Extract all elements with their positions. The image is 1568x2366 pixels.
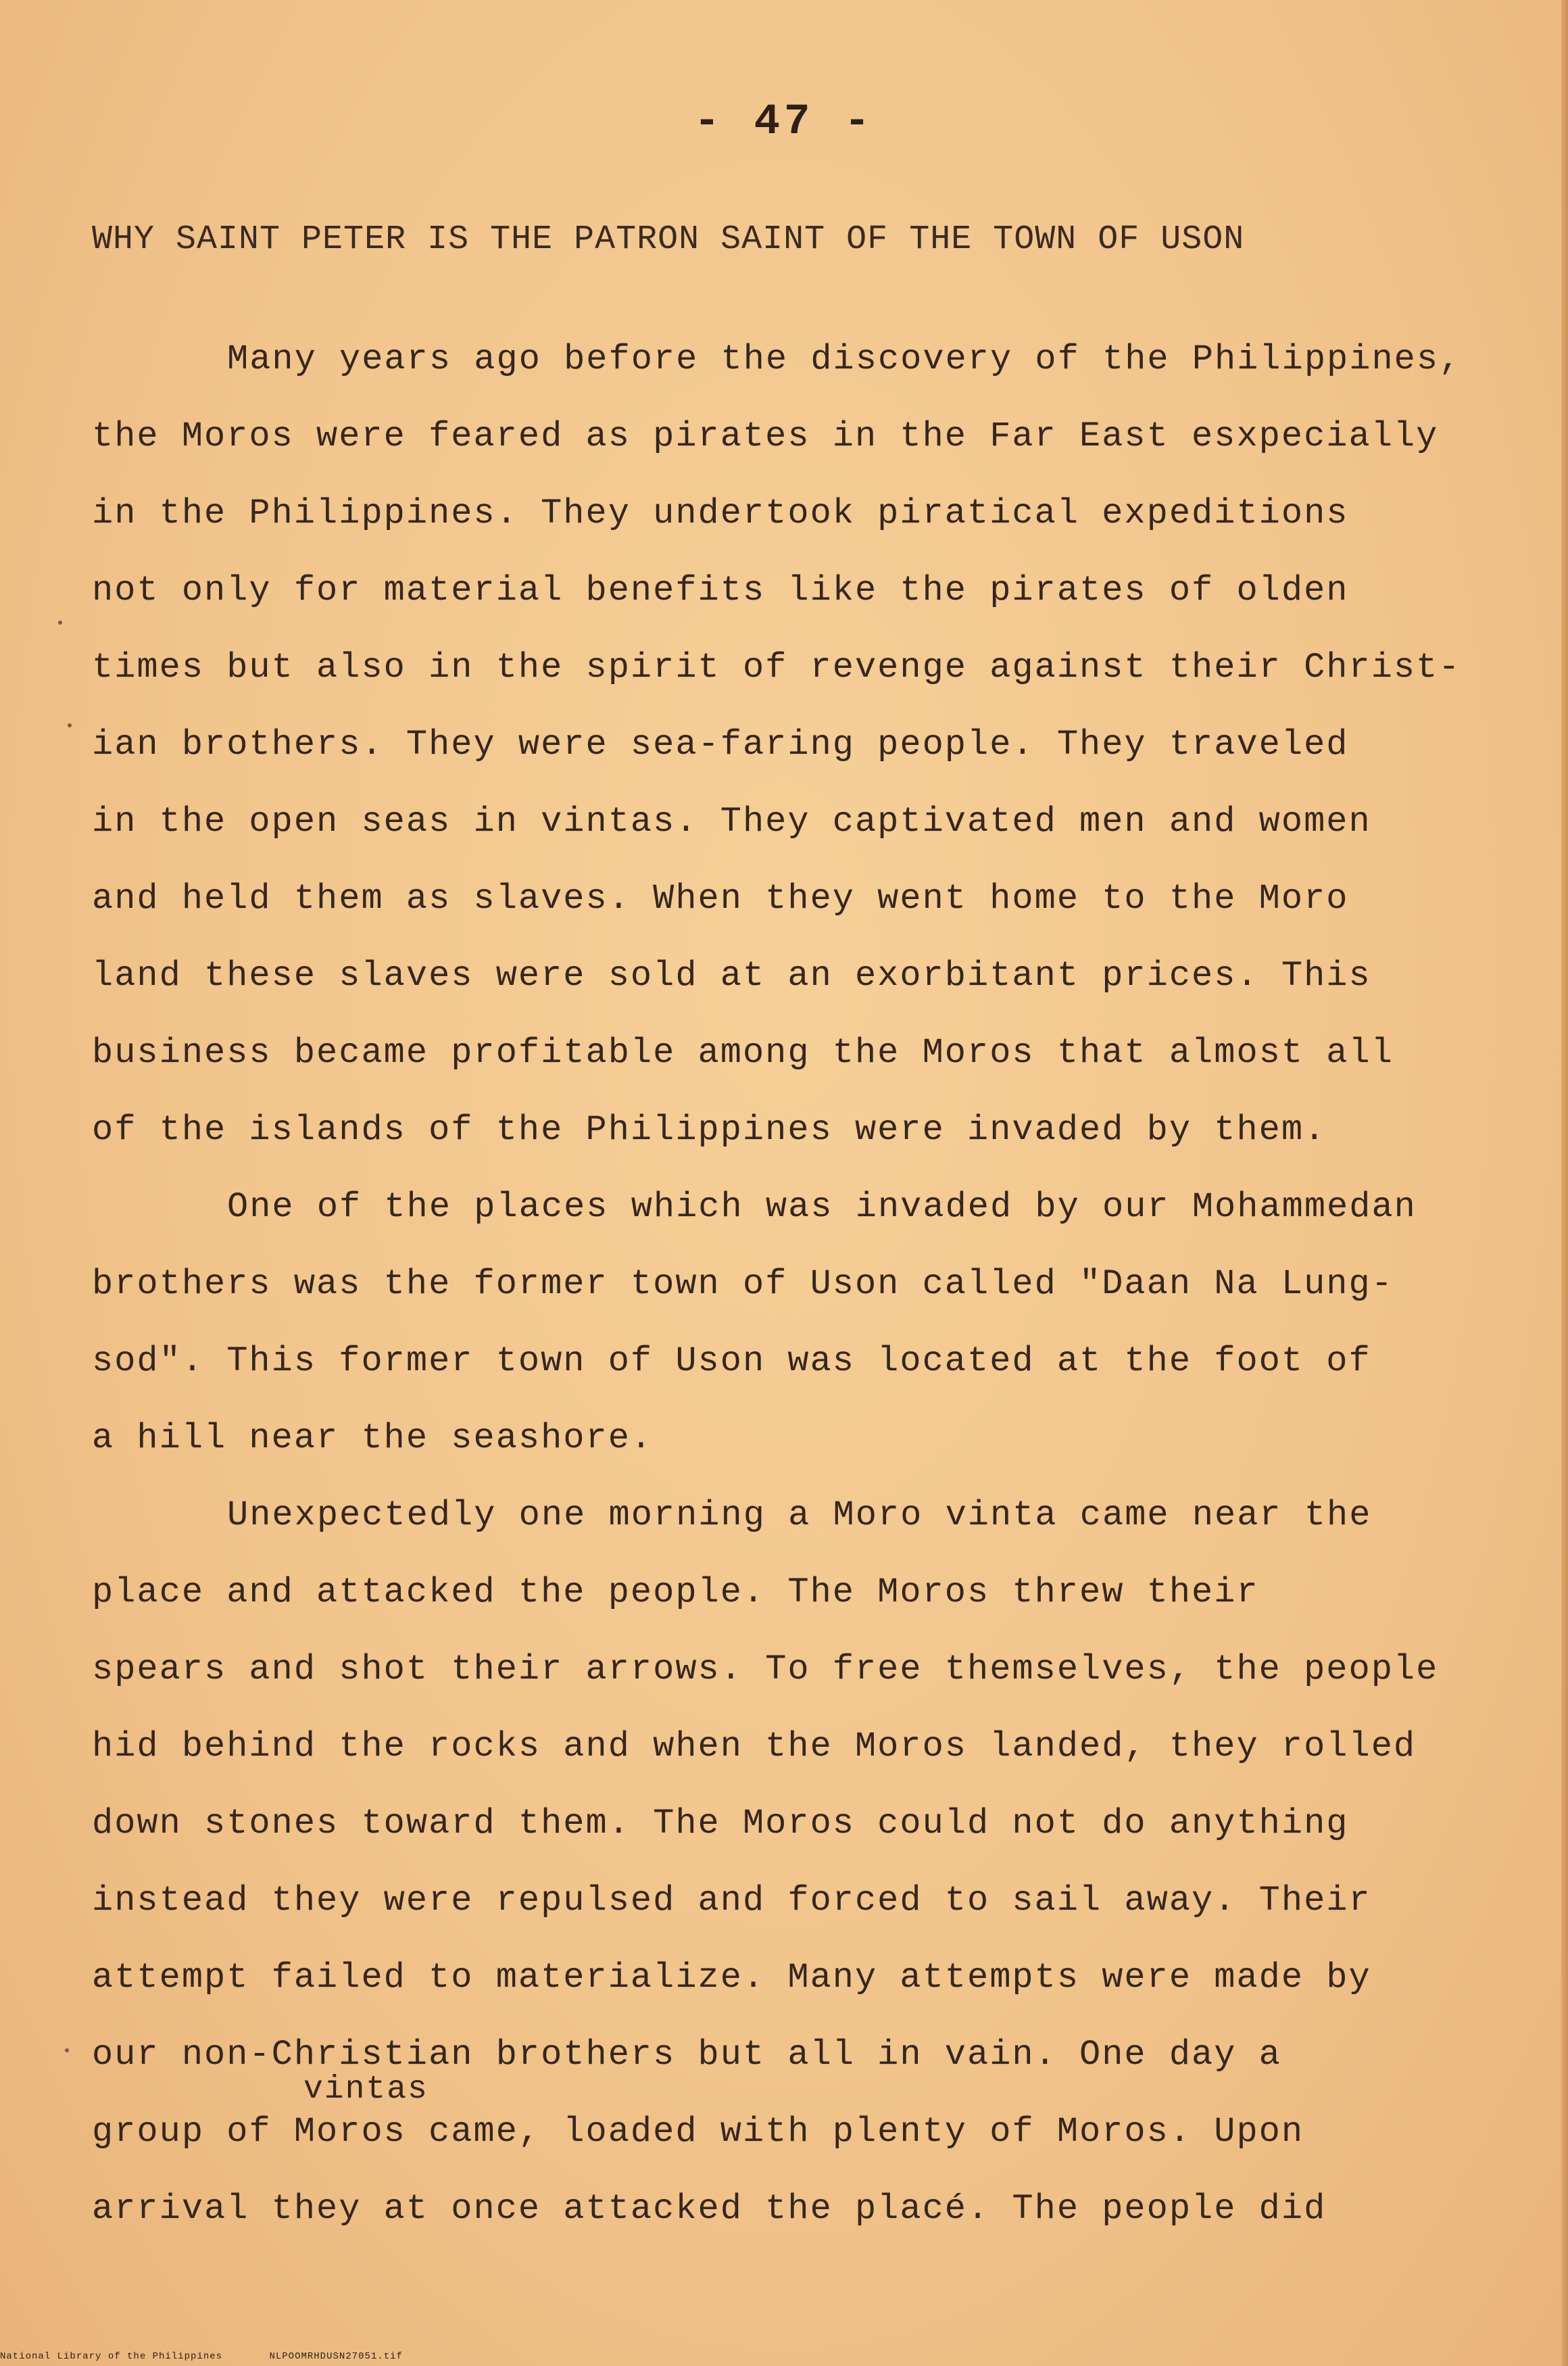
text-line: not only for material benefits like the pirates of olden [92,571,1349,610]
text-line: arrival they at once attacked the placé. The people did [92,2189,1327,2229]
text-line: and held them as slaves. When they went home to the Moro [92,879,1349,919]
text-line: down stones toward them. The Moros could not do anything [92,1804,1349,1843]
footer-library: National Library of the Philippines [0,2351,223,2362]
text-line: ian brothers. They were sea-faring people. They traveled [92,725,1349,765]
scan-footer [0,2351,443,2362]
paper-speck [68,723,72,727]
page-edge [1561,0,1568,2366]
text-line: hid behind the rocks and when the Moros landed, they rolled [92,1727,1417,1766]
text-line: spears and shot their arrows. To free themselves, the people [92,1649,1439,1689]
text-line: business became profitable among the Moros that almost all [92,1033,1394,1073]
paper-speck [65,2048,69,2052]
text-line: in the Philippines. They undertook piratical expeditions [92,493,1349,533]
text-line: sod". This former town of Uson was located at the foot of [92,1341,1371,1381]
footer-file: NLPOOMRHDUSN27051.tif [269,2351,403,2362]
text-line: attempt failed to materialize. Many attempts were made by [92,1958,1371,1998]
text-line: One of the places which was invaded by our Mohammedan [227,1187,1417,1227]
text-line: our non-Christian brothers but all in vain. One day a [92,2035,1281,2075]
text-line: times but also in the spirit of revenge against their Christ- [92,648,1461,687]
text-line: Many years ago before the discovery of the Philippines, [227,339,1462,379]
text-line: place and attacked the people. The Moros threw their [92,1572,1259,1612]
paper-speck [58,621,62,625]
body-text [92,335,1484,2261]
text-line: a hill near the seashore. [92,1418,654,1458]
text-line: brothers was the former town of Uson called "Daan Na Lung- [92,1264,1394,1304]
text-line: the Moros were feared as pirates in the Far East esxpecially [92,416,1439,456]
document-title: WHY SAINT PETER IS THE PATRON SAINT OF THE TOWN OF USON [92,220,1245,259]
text-line: instead they were repulsed and forced to sail away. Their [92,1881,1371,1921]
text-line: in the open seas in vintas. They captivated men and women [92,802,1371,842]
typed-insertion: vintas [303,2071,428,2108]
text-line: land these slaves were sold at an exorbitant prices. This [92,956,1371,996]
text-line: of the islands of the Philippines were invaded by them. [92,1110,1327,1150]
text-line: Unexpectedly one morning a Moro vinta came near the [227,1495,1372,1535]
page-number: - 47 - [693,98,875,147]
text-line: group of Moros came, loaded with plenty of Moros. Upon [92,2112,1304,2152]
